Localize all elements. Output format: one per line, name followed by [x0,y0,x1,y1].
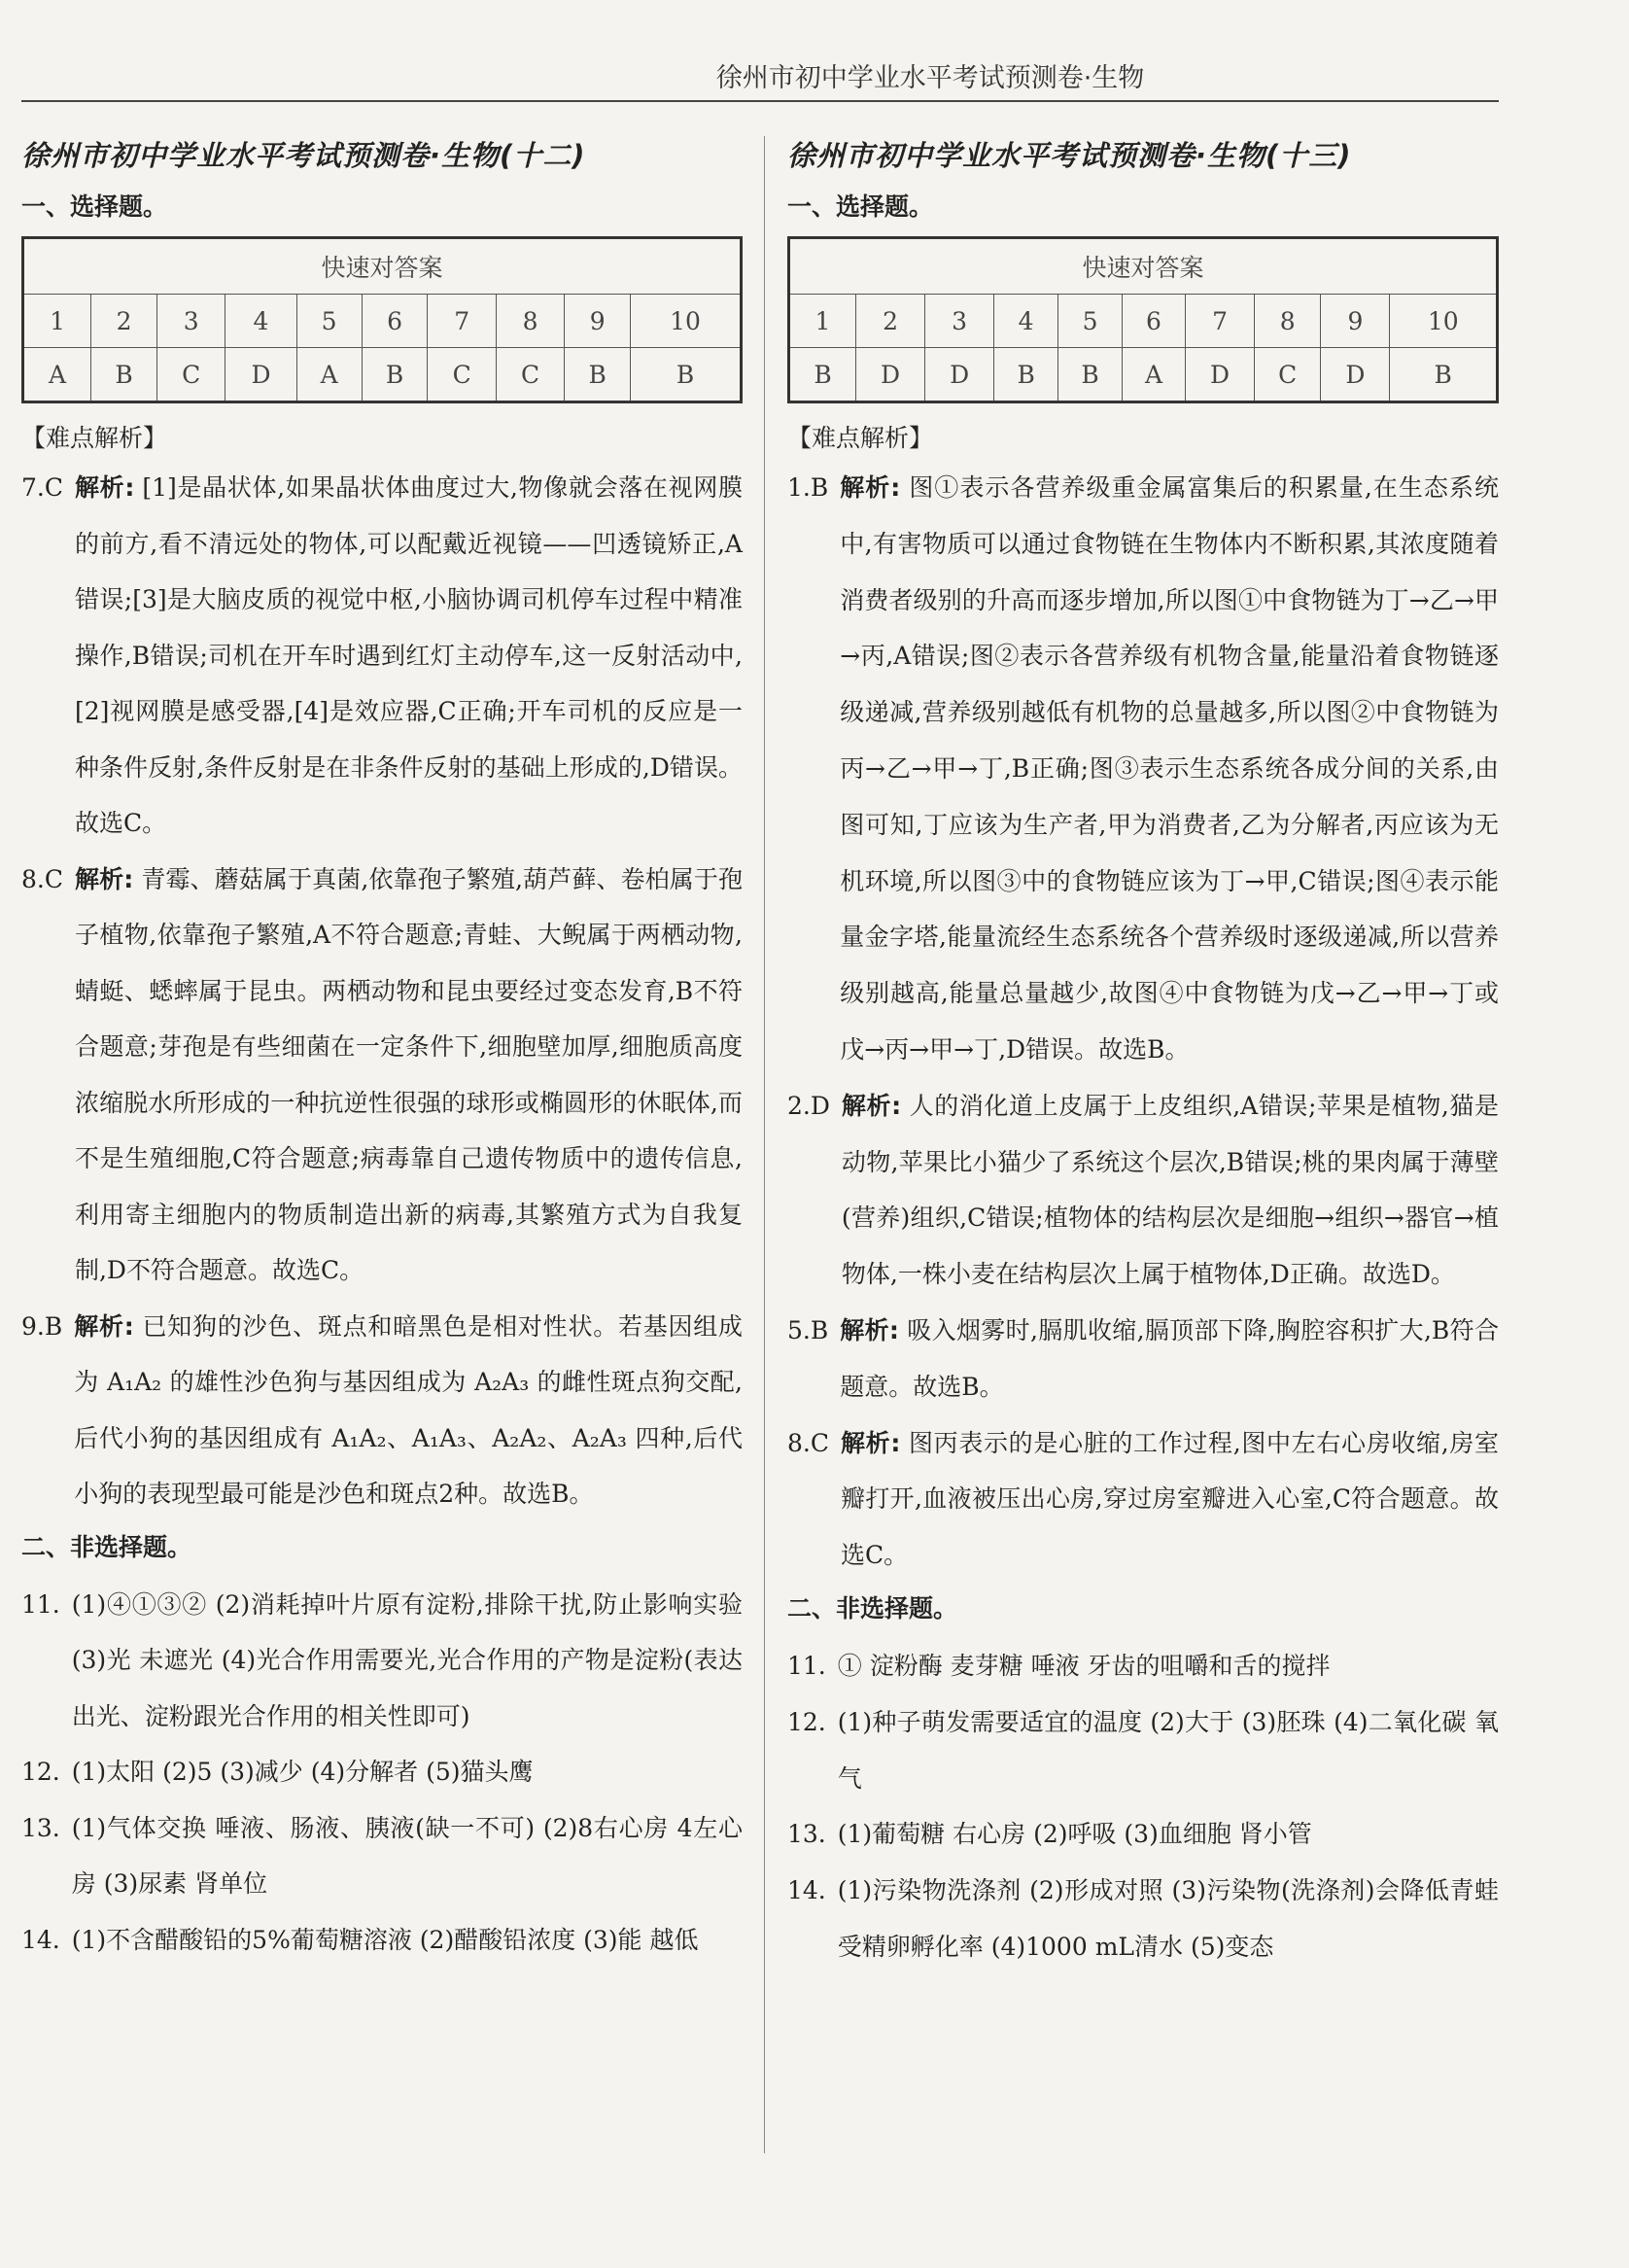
item-text: (1)污染物洗涤剂 (2)形成对照 (3)污染物(洗涤剂)会降低青蛙受精卵孵化率 (4)1000 mL清水 (5)变态 [837,1876,1499,1961]
left-column [21,134,743,1968]
left-analysis-heading: 【难点解析】 [21,424,168,452]
item-number: 13. [21,1813,60,1842]
table-cell: B [1390,348,1498,402]
item-number: 14. [787,1876,826,1905]
item-number: 8.C [21,864,63,893]
analysis-item [787,1303,1499,1415]
item-text: 人的消化道上皮属于上皮组织,A错误;苹果是植物,猫是动物,苹果比小猫少了系统这个层次,B错误;桃的果肉属于薄壁(营养)组织,C错误;植物体的结构层次是细胞→组织→器官→植物体,一株小麦在结构层次上属于植物体,D正确。故选D。 [841,1091,1500,1289]
item-body [840,1303,1499,1415]
table-cell: B [1058,348,1123,402]
item-text: 图丙表示的是心脏的工作过程,图中左右心房收缩,房室瓣打开,血液被压出心房,穿过房室瓣进入心室,C符合题意。故选C。 [840,1428,1499,1570]
right-table-answers-row [789,348,1498,402]
table-cell: 3 [157,295,225,348]
right-section1-heading: 一、选择题。 [787,192,934,221]
item-number: 1.B [787,473,829,502]
item-number: 8.C [787,1428,829,1457]
item-text: (1)太阳 (2)5 (3)减少 (4)分解者 (5)猫头鹰 [71,1758,534,1786]
table-cell: 2 [91,295,157,348]
table-cell: 10 [1390,295,1498,348]
item-label: 解析: [840,1315,899,1344]
table-cell: D [856,348,925,402]
item-number: 12. [21,1758,60,1786]
table-cell: A [1123,348,1186,402]
item-body [75,852,743,1299]
right-table-caption: 快速对答案 [789,238,1498,295]
item-label: 解析: [840,473,901,502]
item-label: 解析: [841,1091,902,1120]
item-body [75,460,743,852]
answer-item [21,1800,743,1912]
table-cell: C [157,348,225,402]
table-cell: B [91,348,157,402]
left-table-answers-row [23,348,742,402]
right-section2-heading: 二、非选择题。 [787,1593,958,1622]
table-cell: A [23,348,91,402]
table-cell: D [1321,348,1390,402]
table-cell: B [565,348,631,402]
analysis-item [21,1299,743,1522]
left-title: 徐州市初中学业水平考试预测卷·生物(十二) [21,139,586,172]
analysis-item [787,1078,1499,1303]
item-text: (1)气体交换 唾液、肠液、胰液(缺一不可) (2)8右心房 4左心房 (3)尿素 肾单位 [71,1813,743,1898]
item-text: [1]是晶状体,如果晶状体曲度过大,物像就会落在视网膜的前方,看不清远处的物体,可以配戴近视镜——凹透镜矫正,A错误;[3]是大脑皮质的视觉中枢,小脑协调司机停车过程中精准操作,B错误;司机在开车时遇到红灯主动停车,这一反射活动中,[2]视网膜是感受器,[4]是效应器,C正确;开车司机的反应是一种条件反射,条件反射是在非条件反射的基础上形成的,D错误。故选C。 [74,473,744,837]
answer-item [21,1577,743,1745]
right-column [787,134,1499,1975]
item-number: 7.C [21,473,63,502]
item-label: 解析: [74,1311,134,1341]
left-table-caption: 快速对答案 [23,238,742,295]
item-text: 已知狗的沙色、斑点和暗黑色是相对性状。若基因组成为 A₁A₂ 的雄性沙色狗与基因组成为 A₂A₃ 的雌性斑点狗交配,后代小狗的基因组成有 A₁A₂、A₁A₃、A₂A₂、A₂A₃ 四种,后代小狗的表现型最可能是沙色和斑点2种。故选B。 [74,1311,743,1508]
left-section2-heading: 二、非选择题。 [21,1532,192,1561]
right-table-numbers-row [789,295,1498,348]
item-body [840,460,1499,1078]
running-header [21,56,1499,102]
table-cell: 4 [225,295,296,348]
item-body [74,1299,743,1522]
item-number: 11. [787,1651,826,1680]
item-label: 解析: [840,1428,901,1457]
item-text: (1)不含醋酸铅的5%葡萄糖溶液 (2)醋酸铅浓度 (3)能 越低 [71,1925,699,1954]
item-text: ① 淀粉酶 麦芽糖 唾液 牙齿的咀嚼和舌的搅拌 [837,1651,1331,1680]
table-cell: 9 [1321,295,1390,348]
item-body [842,1078,1499,1303]
item-number: 11. [21,1589,60,1619]
table-cell: 7 [428,295,496,348]
answer-item [21,1912,743,1969]
table-cell: 10 [631,295,742,348]
table-cell: D [1185,348,1254,402]
answer-item [787,1638,1499,1694]
analysis-item [21,460,743,852]
header-title: 徐州市初中学业水平考试预测卷·生物 [715,63,1145,93]
item-number: 2.D [787,1091,830,1120]
left-section1-heading: 一、选择题。 [21,192,168,221]
right-title: 徐州市初中学业水平考试预测卷·生物(十三) [787,139,1352,172]
table-cell: 5 [1058,295,1123,348]
analysis-item [787,460,1499,1078]
table-cell: 1 [789,295,856,348]
item-number: 5.B [787,1315,829,1344]
table-cell: D [225,348,296,402]
left-table-numbers-row [23,295,742,348]
item-text: (1)种子萌发需要适宜的温度 (2)大于 (3)胚珠 (4)二氧化碳 氧气 [837,1707,1499,1793]
table-cell: C [1255,348,1321,402]
right-answer-table [787,236,1499,403]
item-number: 14. [21,1925,60,1954]
answer-item [787,1863,1499,1975]
table-cell: 6 [1123,295,1186,348]
table-cell: 7 [1185,295,1254,348]
item-text: (1)葡萄糖 右心房 (2)呼吸 (3)血细胞 肾小管 [837,1820,1312,1849]
right-analysis-heading: 【难点解析】 [787,424,934,452]
left-answer-table [21,236,743,403]
table-cell: 2 [856,295,925,348]
table-cell: B [994,348,1058,402]
item-text: 青霉、蘑菇属于真菌,依靠孢子繁殖,葫芦藓、卷柏属于孢子植物,依靠孢子繁殖,A不符合题意;青蛙、大鲵属于两栖动物,蜻蜓、蟋蟀属于昆虫。两栖动物和昆虫要经过变态发育,B不符合题意;芽孢是有些细菌在一定条件下,细胞壁加厚,细胞质高度浓缩脱水所形成的一种抗逆性很强的球形或椭圆形的休眠体,而不是生殖细胞,C符合题意;病毒靠自己遗传物质中的遗传信息,利用寄主细胞内的物质制造出新的病毒,其繁殖方式为自我复制,D不符合题意。故选C。 [74,864,744,1284]
table-cell: 3 [925,295,994,348]
table-cell: 8 [1255,295,1321,348]
table-cell: 6 [362,295,428,348]
item-label: 解析: [74,864,134,893]
item-body [841,1415,1499,1584]
table-cell: C [428,348,496,402]
table-cell: 8 [496,295,564,348]
table-cell: B [362,348,428,402]
table-cell: 4 [994,295,1058,348]
table-cell: 5 [296,295,362,348]
item-text: 吸入烟雾时,膈肌收缩,膈顶部下降,胸腔容积扩大,B符合题意。故选B。 [840,1315,1499,1401]
item-text: 图①表示各营养级重金属富集后的积累量,在生态系统中,有害物质可以通过食物链在生物体内不断积累,其浓度随着消费者级别的升高而逐步增加,所以图①中食物链为丁→乙→甲→丙,A错误;图②表示各营养级有机物含量,能量沿着食物链逐级递减,营养级别越低有机物的总量越多,所以图②中食物链为丙→乙→甲→丁,B正确;图③表示生态系统各成分间的关系,由图可知,丁应该为生产者,甲为消费者,乙为分解者,丙应该为无机环境,所以图③中的食物链应该为丁→甲,C错误;图④表示能量金字塔,能量流经生态系统各个营养级时逐级递减,所以营养级别越高,能量总量越少,故图④中食物链为戊→乙→甲→丁或戊→丙→甲→丁,D错误。故选B。 [840,473,1499,1064]
table-cell: A [296,348,362,402]
column-divider [764,136,765,2153]
answer-item [787,1694,1499,1807]
answer-item [787,1806,1499,1863]
analysis-item [787,1415,1499,1584]
table-cell: D [925,348,994,402]
table-cell: B [631,348,742,402]
item-label: 解析: [74,473,135,502]
table-cell: C [496,348,564,402]
item-number: 12. [787,1707,826,1736]
analysis-item [21,852,743,1299]
item-text: (1)④①③② (2)消耗掉叶片原有淀粉,排除干扰,防止影响实验 (3)光 未遮光 (4)光合作用需要光,光合作用的产物是淀粉(表达出光、淀粉跟光合作用的相关性即可) [71,1589,743,1730]
answer-item [21,1744,743,1800]
table-cell: 9 [565,295,631,348]
item-number: 9.B [21,1311,63,1341]
table-cell: B [789,348,856,402]
item-number: 13. [787,1820,826,1849]
table-cell: 1 [23,295,91,348]
